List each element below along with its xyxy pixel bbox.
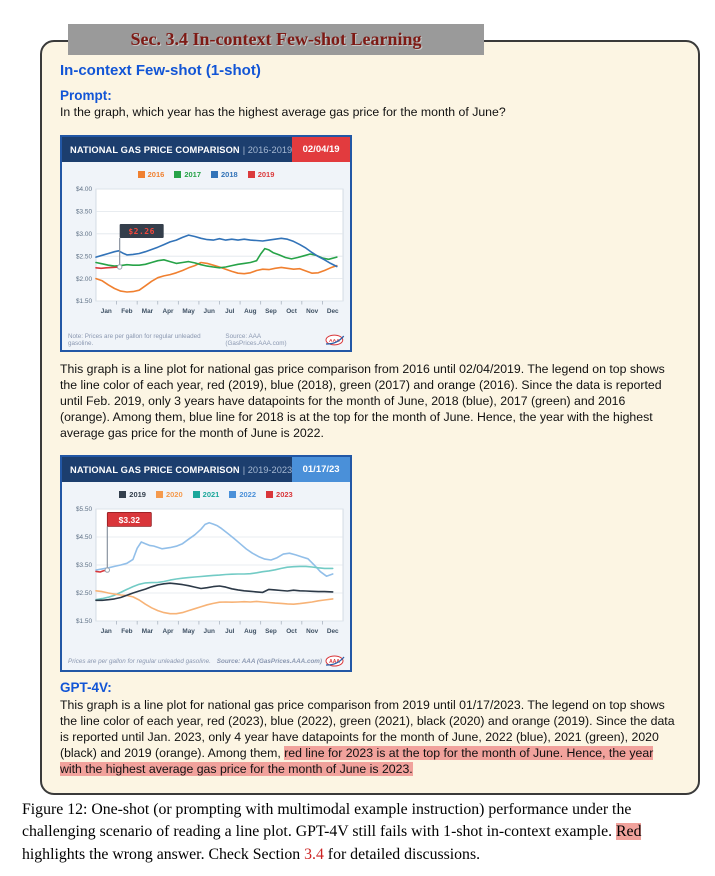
svg-text:$2.26: $2.26 [128,226,155,236]
legend-swatch-2017 [174,171,181,178]
svg-text:$3.00: $3.00 [76,231,92,238]
svg-text:$2.50: $2.50 [76,590,92,598]
text-segment-hl: Red [616,823,642,841]
text-segment: for detailed discussions. [323,845,481,863]
legend-label-2019: 2019 [257,169,275,179]
chart-title-text: NATIONAL GAS PRICE COMPARISON [70,464,240,475]
svg-text:May: May [182,308,195,315]
svg-text:Jul: Jul [225,308,235,315]
content-box [40,40,700,795]
svg-text:Aug: Aug [244,628,257,635]
legend-label-2017: 2017 [184,169,201,179]
svg-text:May: May [182,628,195,635]
text-segment: Figure 12: One-shot (or prompting with multimodal example instruction) performance under the challenging scenario of reading a line plot. GPT-4V still fails with 1-shot in-context example. [22,801,632,841]
date-badge: 02/04/19 [292,137,350,162]
chart-title-range: | 2016-2019 [242,144,293,155]
svg-text:$4.50: $4.50 [76,534,92,542]
legend-swatch-2021 [193,491,200,498]
svg-text:Dec: Dec [326,628,339,635]
text-segment-red-text: 3.4 [304,845,324,863]
svg-text:Sep: Sep [265,628,277,635]
svg-text:Jun: Jun [203,308,215,315]
chart-title [62,137,292,162]
chart-title-text: NATIONAL GAS PRICE COMPARISON [70,144,240,155]
svg-text:Nov: Nov [306,628,319,635]
svg-text:$2.00: $2.00 [76,275,92,283]
svg-text:$2.50: $2.50 [76,253,92,261]
section-banner: Sec. 3.4 In-context Few-shot Learning [68,24,484,55]
chart-header-bar [62,137,350,162]
legend-item-2021 [193,490,220,499]
chart-note: Prices are per gallon for regular unleaded gasoline. [68,657,211,665]
gas-chart-2019-2023 [60,455,352,672]
legend-item-2020 [156,490,183,499]
gpt4v-label: GPT-4V: [60,680,112,695]
figure-caption [22,799,700,866]
svg-text:AAA: AAA [329,338,340,344]
svg-text:Oct: Oct [286,308,297,315]
svg-text:Jan: Jan [100,628,112,635]
text-segment-hl: red line for 2023 is at the top for the month of June. Hence, the year with the highest average gas price for the month of June is 2023. [60,745,654,776]
legend-item-2019 [119,490,146,499]
svg-text:Apr: Apr [162,628,174,635]
svg-text:$3.32: $3.32 [118,514,140,525]
chart-title-range: | 2019-2023 [242,464,293,475]
text-segment: highlights the wrong answer. Check Section [22,845,305,863]
svg-text:Feb: Feb [121,308,133,315]
chart-legend [62,162,350,181]
legend-item-2017 [174,170,201,179]
svg-text:Sep: Sep [265,308,277,315]
gas-chart-2016-2019 [60,135,352,352]
legend-swatch-2019 [119,491,126,498]
svg-text:Dec: Dec [326,308,339,315]
legend-swatch-2019 [248,171,255,178]
legend-swatch-2022 [229,491,236,498]
svg-text:$3.50: $3.50 [76,208,92,216]
aaa-logo [325,655,345,667]
legend-label-2019: 2019 [129,489,146,499]
svg-text:Nov: Nov [306,308,319,315]
example-answer-text: This graph is a line plot for national gas price comparison from 2016 until 02/04/2019. The legend on top shows the line color of each year, red (2019), blue (2018), green (2017) and orange (2016). Since the data is reported until Feb. 2019, only 3 years have datapoints for the month of June, 2018 (blue), 2017 (green) and 2016 (orange). Among them, blue line for 2018 is at the top for the month of June. Hence, the year with the highest average gas price for the month of June is 2022. [60,362,665,440]
chart-note: Note: Prices are per gallon for regular unleaded gasoline. [68,333,201,347]
prompt-question: In the graph, which year has the highest average gas price for the month of June? [60,105,506,119]
svg-text:Oct: Oct [286,628,297,635]
chart-source [225,333,345,347]
svg-text:AAA: AAA [329,659,340,665]
svg-text:$1.50: $1.50 [76,618,92,626]
svg-text:$5.50: $5.50 [76,506,92,514]
legend-item-2019 [248,170,275,179]
chart-title [62,457,292,482]
date-badge: 01/17/23 [292,457,350,482]
chart-legend [62,482,350,501]
legend-label-2016: 2016 [147,169,165,179]
legend-item-2018 [211,170,238,179]
chart-source-text: Source: AAA (GasPrices.AAA.com) [216,657,322,665]
legend-swatch-2023 [266,491,273,498]
chart-footnote [68,655,345,667]
svg-text:Aug: Aug [244,308,257,315]
legend-label-2023: 2023 [276,489,293,499]
svg-text:Jan: Jan [100,308,112,315]
chart-body [62,482,350,670]
svg-text:Jun: Jun [203,628,215,635]
gpt4v-response-text [60,698,678,778]
fewshot-subtitle: In-context Few-shot (1-shot) [60,62,261,79]
prompt-label: Prompt: [60,88,112,103]
legend-label-2018: 2018 [221,169,238,179]
legend-swatch-2018 [211,171,218,178]
svg-text:$1.50: $1.50 [76,298,92,306]
svg-text:$4.00: $4.00 [76,186,92,194]
legend-label-2020: 2020 [165,489,183,499]
legend-item-2016 [138,170,165,179]
legend-label-2022: 2022 [239,489,257,499]
line-plot [63,183,351,325]
aaa-logo [325,334,345,346]
text-segment: This graph is a line plot for national gas price comparison from 2019 until 01/17/2023. The legend on top shows the line color of each year, red (2023), blue (2022), green (2021), black (2020) and orange (2019). Since the data is reported until Jan. 2023, only 4 year have datapoints for the month of June, 2022 (blue), 2021 (green), 2020 (black) and 2019 (orange). Among them, [60,698,675,760]
chart-source-text: Source: AAA (GasPrices.AAA.com) [225,333,287,347]
chart-source [217,655,345,667]
svg-text:Apr: Apr [162,308,174,315]
legend-swatch-2016 [138,171,145,178]
svg-text:Mar: Mar [141,308,154,315]
chart-footnote [68,333,345,347]
chart-header-bar [62,457,350,482]
legend-swatch-2020 [156,491,163,498]
line-plot [63,503,351,645]
svg-text:Mar: Mar [141,628,154,635]
legend-item-2023 [266,490,293,499]
legend-item-2022 [229,490,256,499]
svg-text:$3.50: $3.50 [76,562,92,570]
svg-text:Jul: Jul [225,628,235,635]
svg-text:Feb: Feb [121,628,133,635]
chart-body [62,162,350,350]
legend-label-2021: 2021 [202,489,220,499]
